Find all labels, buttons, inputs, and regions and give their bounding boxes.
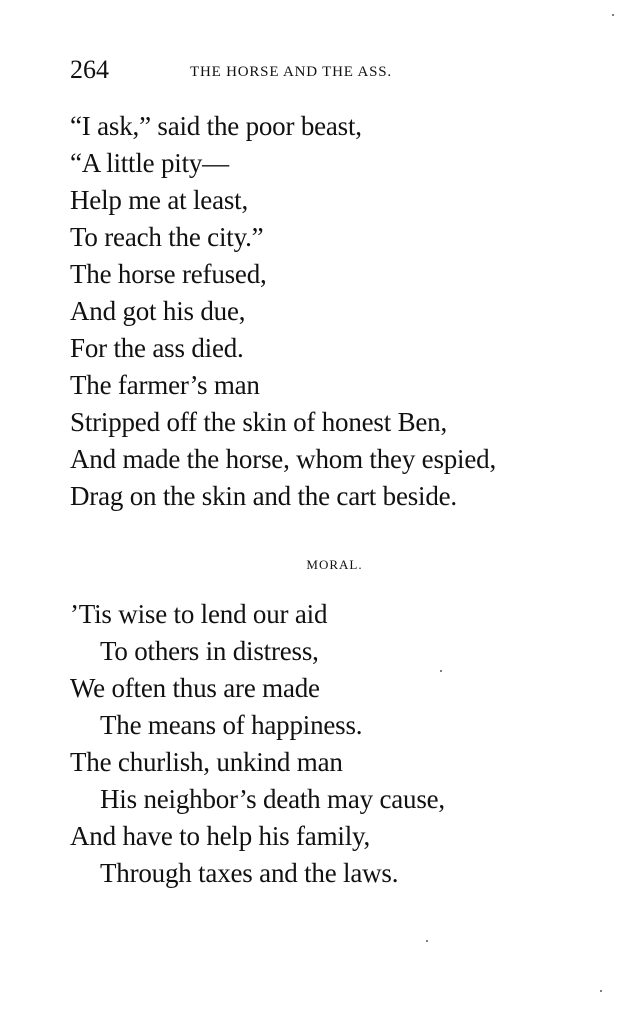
verse-line: “I ask,” said the poor beast, bbox=[70, 111, 362, 141]
paper-speck bbox=[600, 990, 602, 992]
verse-line: And made the horse, whom they espied, bbox=[70, 444, 496, 474]
verse-line: For the ass died. bbox=[70, 333, 244, 363]
page-number: 264 bbox=[70, 55, 109, 84]
verse-line: “A little pity— bbox=[70, 148, 229, 178]
moral-line: And have to help his family, bbox=[70, 821, 371, 851]
moral-line: We often thus are made bbox=[70, 673, 320, 703]
verse-line: To reach the city.” bbox=[70, 222, 264, 252]
moral-verse bbox=[70, 596, 625, 892]
paper-speck bbox=[440, 670, 442, 672]
paper-speck bbox=[426, 940, 428, 942]
verse-line: The horse refused, bbox=[70, 259, 267, 289]
moral-line: The means of happiness. bbox=[100, 710, 363, 740]
fable-verse bbox=[70, 108, 625, 515]
moral-heading: MORAL. bbox=[306, 557, 363, 572]
verse-line: Stripped off the skin of honest Ben, bbox=[70, 407, 448, 437]
verse-line: Help me at least, bbox=[70, 185, 249, 215]
moral-line: His neighbor’s death may cause, bbox=[100, 784, 445, 814]
running-title: THE HORSE AND THE ASS. bbox=[190, 64, 392, 80]
verse-line: The farmer’s man bbox=[70, 370, 260, 400]
verse-line: Drag on the skin and the cart beside. bbox=[70, 481, 457, 511]
running-head bbox=[70, 52, 590, 88]
verse-line: And got his due, bbox=[70, 296, 246, 326]
moral-line: To others in distress, bbox=[100, 636, 319, 666]
moral-line: The churlish, unkind man bbox=[70, 747, 343, 777]
moral-line: Through taxes and the laws. bbox=[100, 858, 399, 888]
moral-line: ’Tis wise to lend our aid bbox=[70, 599, 328, 629]
paper-speck bbox=[612, 14, 614, 16]
